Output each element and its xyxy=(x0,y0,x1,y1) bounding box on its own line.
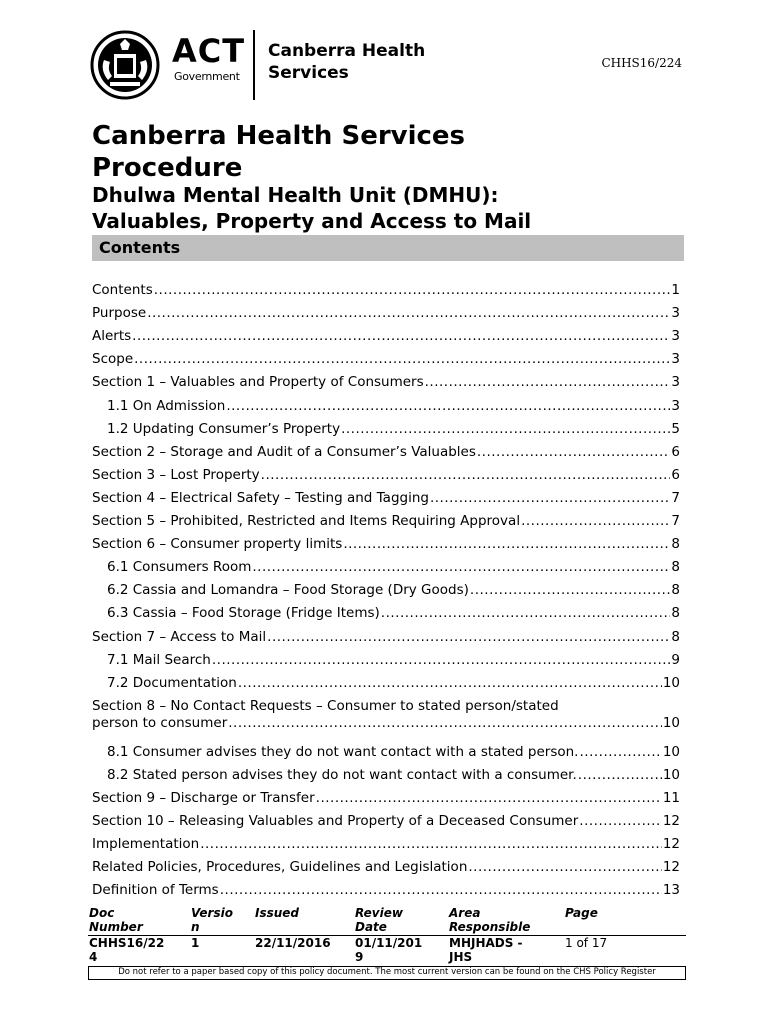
toc-entry[interactable]: Implementation ..... 12 xyxy=(92,830,680,853)
toc-entry[interactable]: 8.1 Consumer advises they do not want contact with a stated person. ..... 10 xyxy=(92,738,680,761)
toc-entry[interactable]: Section 4 – Electrical Safety – Testing and Tagging ..... 7 xyxy=(92,484,680,507)
toc-entry[interactable]: Alerts ..... 3 xyxy=(92,322,680,345)
review-date-value: 01/11/201 9 xyxy=(355,936,423,964)
org-name-line2: Services xyxy=(268,63,349,83)
toc-entry[interactable]: 7.2 Documentation ..... 10 xyxy=(92,669,680,692)
page-value: 1 of 17 xyxy=(565,936,608,950)
area-responsible-value: MHJHADS - JHS xyxy=(449,936,523,964)
doc-number-value: CHHS16/22 4 xyxy=(89,936,165,964)
org-name xyxy=(268,40,425,84)
org-name-line1: Canberra Health xyxy=(268,41,426,61)
toc-entry[interactable]: Related Policies, Procedures, Guidelines and Legislation ..... 12 xyxy=(92,853,680,876)
policy-register-note: Do not refer to a paper based copy of this policy document. The most current version can be found on the CHS Policy Register xyxy=(88,966,686,980)
issued-header: Issued xyxy=(254,906,354,936)
doc-number-header: Doc Number xyxy=(88,906,190,936)
issued-value: 22/11/2016 xyxy=(255,936,331,950)
table-of-contents xyxy=(92,276,680,899)
title-line2: Procedure xyxy=(92,153,243,183)
logo-text: ACT xyxy=(172,32,246,70)
toc-entry[interactable]: Section 9 – Discharge or Transfer ..... 11 xyxy=(92,784,680,807)
page-header-cell: Page xyxy=(564,906,686,936)
page-title xyxy=(92,120,465,184)
toc-entry[interactable]: Section 7 – Access to Mail ..... 8 xyxy=(92,622,680,645)
title-line1: Canberra Health Services xyxy=(92,121,466,151)
toc-entry[interactable]: Section 2 – Storage and Audit of a Consumer’s Valuables ..... 6 xyxy=(92,438,680,461)
toc-entry[interactable]: 6.1 Consumers Room ..... 8 xyxy=(92,553,680,576)
document-footer xyxy=(88,906,686,980)
document-control-table xyxy=(88,906,686,964)
version-value: 1 xyxy=(191,936,200,950)
act-government-crest-icon xyxy=(90,30,160,100)
review-date-header: Review Date xyxy=(354,906,448,936)
toc-entry[interactable]: Definition of Terms ..... 13 xyxy=(92,876,680,899)
header-divider xyxy=(253,30,255,100)
contents-heading: Contents xyxy=(99,238,181,257)
toc-entry[interactable]: Section 1 – Valuables and Property of Consumers ..... 3 xyxy=(92,368,680,391)
toc-entry[interactable]: Scope ..... 3 xyxy=(92,345,680,368)
toc-entry[interactable]: 1.2 Updating Consumer’s Property ..... 5 xyxy=(92,415,680,438)
subtitle-line1: Dhulwa Mental Health Unit (DMHU): xyxy=(92,183,499,207)
logo-subtext: Government xyxy=(174,70,240,83)
toc-entry[interactable]: Section 5 – Prohibited, Restricted and Items Requiring Approval ..... 7 xyxy=(92,507,680,530)
toc-entry[interactable]: Section 3 – Lost Property ..... 6 xyxy=(92,461,680,484)
toc-entry[interactable]: Section 8 – No Contact Requests – Consumer to stated person/stated person to consumer ..... 10 xyxy=(92,698,680,732)
toc-entry[interactable]: 6.3 Cassia – Food Storage (Fridge Items) ..... 8 xyxy=(92,599,680,622)
toc-entry[interactable]: 1.1 On Admission ..... 3 xyxy=(92,391,680,414)
toc-entry[interactable]: Contents ..... 1 xyxy=(92,276,680,299)
page-subtitle xyxy=(92,182,531,234)
toc-entry[interactable]: Section 10 – Releasing Valuables and Property of a Deceased Consumer ..... 12 xyxy=(92,807,680,830)
toc-entry[interactable]: 6.2 Cassia and Lomandra – Food Storage (Dry Goods) ..... 8 xyxy=(92,576,680,599)
document-code: CHHS16/224 xyxy=(601,56,682,70)
page-header xyxy=(90,28,690,103)
toc-entry[interactable]: Purpose ..... 3 xyxy=(92,299,680,322)
toc-entry[interactable]: 7.1 Mail Search ..... 9 xyxy=(92,646,680,669)
subtitle-line2: Valuables, Property and Access to Mail xyxy=(92,209,532,233)
contents-heading-bar xyxy=(92,235,684,261)
toc-entry[interactable]: Section 6 – Consumer property limits ..... 8 xyxy=(92,530,680,553)
version-header: Versio n xyxy=(190,906,254,936)
toc-entry[interactable]: 8.2 Stated person advises they do not want contact with a consumer. ..... 10 xyxy=(92,761,680,784)
area-responsible-header: Area Responsible xyxy=(448,906,564,936)
